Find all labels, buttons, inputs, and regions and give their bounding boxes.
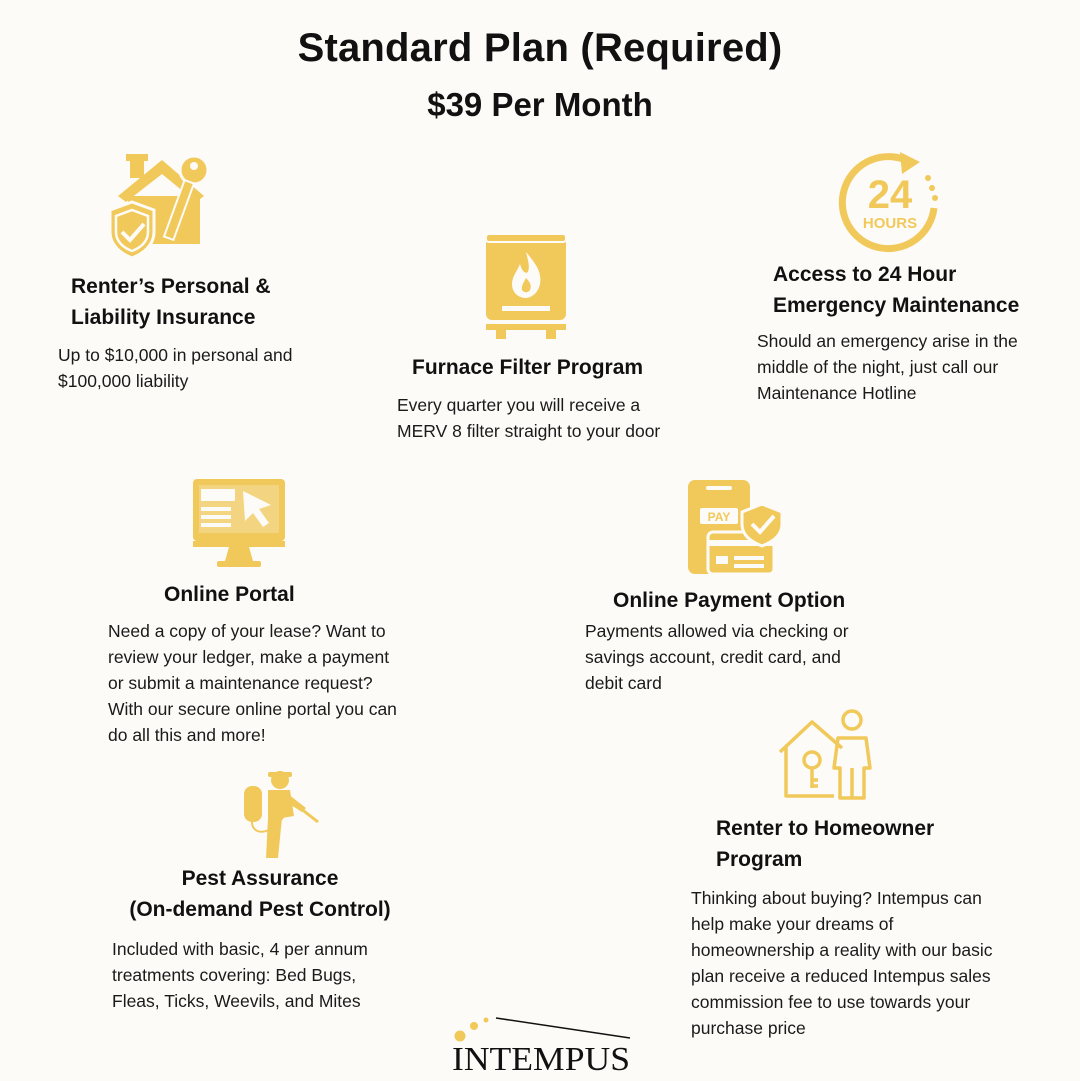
insurance-desc-line1: Up to $10,000 in personal and: [58, 345, 293, 365]
homeowner-desc-line1: Thinking about buying? Intempus can: [691, 888, 982, 908]
insurance-desc-line2: $100,000 liability: [58, 371, 189, 391]
svg-text:HOURS: HOURS: [862, 215, 918, 232]
intempus-logo: [448, 1012, 634, 1081]
payment-desc-line1: Payments allowed via checking or: [585, 621, 849, 641]
page-title: Standard Plan (Required): [297, 26, 783, 70]
mobile-payment-icon: [686, 478, 786, 576]
payment-desc-line2: savings account, credit card, and: [585, 647, 841, 667]
intempus-logo-text: INTEMPUS: [452, 1041, 630, 1076]
pest-desc-line2: treatments covering: Bed Bugs,: [112, 965, 357, 985]
portal-desc-line3: or submit a maintenance request?: [108, 673, 373, 693]
furnace-desc-line1: Every quarter you will receive a: [397, 395, 641, 415]
insurance-title-line1: Renter’s Personal &: [71, 275, 271, 298]
emergency-title-line2: Emergency Maintenance: [773, 294, 1020, 317]
emergency-desc-line2: middle of the night, just call our: [757, 357, 999, 377]
pest-desc-line3: Fleas, Ticks, Weevils, and Mites: [112, 991, 361, 1011]
homeowner-desc-line3: homeownership a reality with our basic: [691, 940, 993, 960]
furnace-icon: [484, 232, 568, 340]
homeowner-title-line1: Renter to Homeowner: [716, 817, 935, 840]
24-hours-icon: [836, 150, 944, 254]
emergency-title-line1: Access to 24 Hour: [773, 263, 957, 286]
pest-title-line2: (On-demand Pest Control): [129, 898, 391, 921]
homeowner-desc-line4: plan receive a reduced Intempus sales: [691, 966, 991, 986]
plan-price: $39 Per Month: [427, 86, 653, 123]
house-person-icon: [776, 708, 876, 802]
pest-sprayer-icon: [238, 768, 320, 860]
furnace-desc-line2: MERV 8 filter straight to your door: [397, 421, 661, 441]
portal-desc-line5: do all this and more!: [108, 725, 266, 745]
portal-desc-line1: Need a copy of your lease? Want to: [108, 621, 386, 641]
emergency-desc-line3: Maintenance Hotline: [757, 383, 917, 403]
svg-text:24: 24: [867, 173, 913, 217]
computer-monitor-icon: [191, 477, 287, 569]
payment-title: Online Payment Option: [613, 589, 846, 612]
homeowner-desc-line2: help make your dreams of: [691, 914, 894, 934]
portal-title: Online Portal: [164, 583, 295, 606]
pest-desc-line1: Included with basic, 4 per annum: [112, 939, 368, 959]
pest-title-line1: Pest Assurance: [181, 867, 339, 890]
emergency-desc-line1: Should an emergency arise in the: [757, 331, 1018, 351]
portal-desc-line2: review your ledger, make a payment: [108, 647, 390, 667]
homeowner-title-line2: Program: [716, 848, 803, 871]
portal-desc-line4: With our secure online portal you can: [108, 699, 397, 719]
svg-text:PAY: PAY: [707, 510, 731, 524]
house-key-shield-icon: [104, 152, 216, 260]
homeowner-desc-line6: purchase price: [691, 1018, 806, 1038]
payment-desc-line3: debit card: [585, 673, 662, 693]
insurance-title-line2: Liability Insurance: [71, 306, 256, 329]
furnace-title: Furnace Filter Program: [412, 356, 644, 379]
homeowner-desc-line5: commission fee to use towards your: [691, 992, 971, 1012]
